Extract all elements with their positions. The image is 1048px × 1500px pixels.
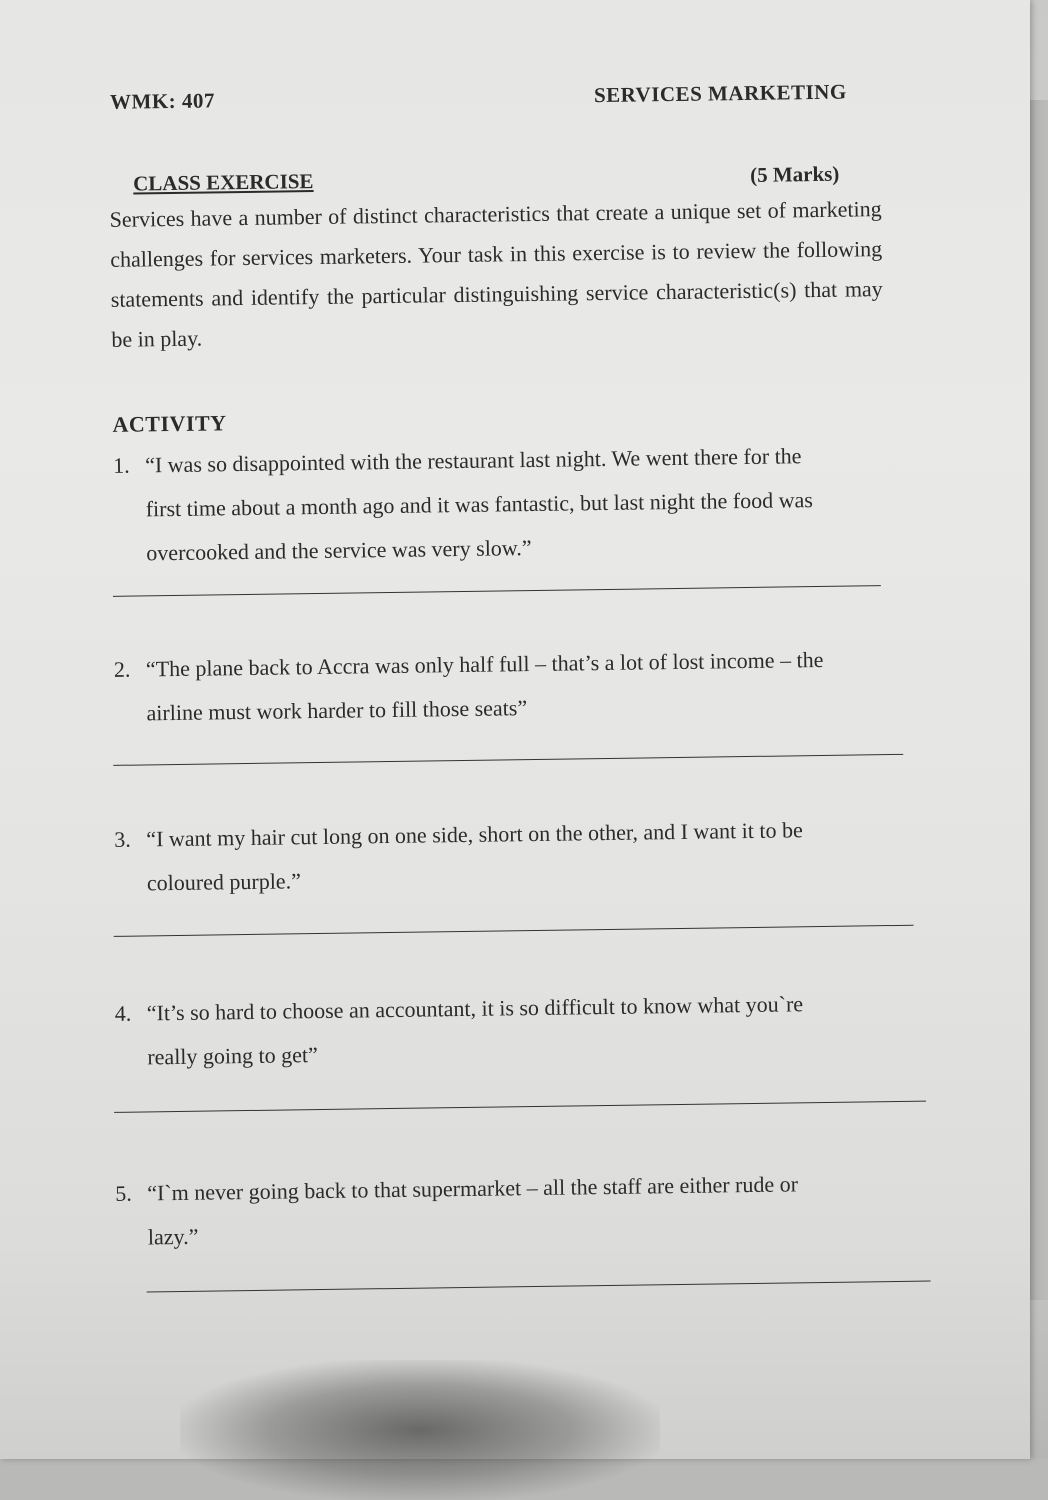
question-3 <box>114 806 934 896</box>
question-number: 4. <box>114 1000 132 1026</box>
question-line: “The plane back to Accra was only half full – that’s a lot of lost income – the <box>145 646 824 682</box>
answer-line-4[interactable] <box>114 1101 926 1113</box>
question-text <box>146 638 825 735</box>
answer-line-1[interactable] <box>113 585 881 597</box>
question-4 <box>114 980 944 1070</box>
question-line: overcooked and the service was very slow.” <box>146 535 532 566</box>
answer-line-5[interactable] <box>147 1281 931 1293</box>
question-text <box>146 982 804 1079</box>
course-title: SERVICES MARKETING <box>593 79 847 108</box>
question-line: “It’s so hard to choose an accountant, it is so difficult to know what you`re <box>146 991 804 1026</box>
question-line: “I`m never going back to that supermarket – all the staff are either rude or <box>147 1171 799 1206</box>
question-text <box>146 808 804 905</box>
question-number: 1. <box>112 452 130 478</box>
course-code: WMK: 407 <box>109 88 216 114</box>
question-line: coloured purple.” <box>146 868 302 896</box>
question-text <box>147 1162 799 1259</box>
exercise-title: CLASS EXERCISE <box>133 169 314 196</box>
answer-line-2[interactable] <box>113 754 903 766</box>
question-number: 5. <box>115 1180 132 1206</box>
answer-line-3[interactable] <box>114 925 914 937</box>
question-2 <box>113 637 924 726</box>
question-1 <box>112 433 913 566</box>
question-number: 3. <box>114 826 131 852</box>
question-line: airline must work harder to fill those seats” <box>146 695 528 726</box>
question-5 <box>115 1160 955 1250</box>
question-line: “I was so disappointed with the restaurant last night. We went there for the <box>144 443 802 478</box>
question-number: 2. <box>113 656 131 682</box>
question-line: lazy.” <box>147 1223 199 1250</box>
question-line: really going to get” <box>147 1042 318 1070</box>
exercise-marks: (5 Marks) <box>749 161 840 187</box>
activity-heading: ACTIVITY <box>112 410 227 437</box>
exercise-instructions: Services have a number of distinct characteristics that create a unique set of marketing challenges for services marketers. Your task in this exercise is to review the following statements and identify the particular distinguishing service characteristic(s) that may be in play. <box>109 196 883 352</box>
question-line: “I want my hair cut long on one side, short on the other, and I want it to be <box>146 817 803 852</box>
question-line: first time about a month ago and it was fantastic, but last night the food was <box>145 487 814 522</box>
question-text <box>145 434 814 575</box>
